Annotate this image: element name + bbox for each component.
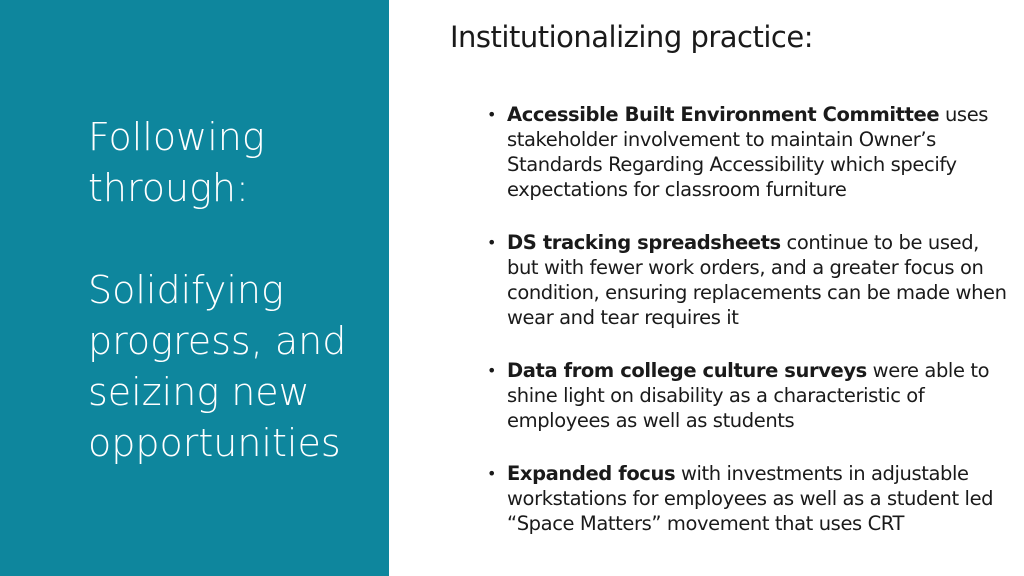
bullet-item [487,461,1012,536]
bullet-list [487,102,1012,536]
sidebar-subtitle-line: opportunities [88,421,341,465]
bullet-dot-icon: • [487,105,497,124]
bullet-bold-text: DS tracking spreadsheets [507,231,781,254]
bullet-text: with investments in adjustable workstations for employees as well as a student led “Space Matters” movement that uses CRT [507,462,994,535]
bullet-bold-text: Expanded focus [507,462,676,485]
sidebar-title [88,112,378,469]
bullet-dot-icon: • [487,233,497,252]
bullet-dot-icon: • [487,361,497,380]
page-heading: Institutionalizing practice: [450,20,813,54]
bullet-bold-text: Data from college culture surveys [507,359,867,382]
bullet-text: uses stakeholder involvement to maintain Owner’s Standards Regarding Accessibility which specify expectations for classroom furniture [507,103,989,201]
sidebar-title-line: through: [88,166,249,210]
bullet-item [487,230,1012,330]
sidebar-spacer [88,214,378,265]
sidebar-subtitle-line: Solidifying [88,268,284,312]
bullet-item [487,358,1012,433]
bullet-dot-icon: • [487,464,497,483]
bullet-bold-text: Accessible Built Environment Committee [507,103,940,126]
sidebar-title-line: Following [88,115,265,159]
sidebar-subtitle-line: progress, and [88,319,347,363]
sidebar-subtitle-line: seizing new [88,370,310,414]
bullet-item [487,102,1012,202]
sidebar-panel [0,0,389,576]
bullet-text: continue to be used, but with fewer work orders, and a greater focus on condition, ensuring replacements can be made when wear and tear requires it [507,231,1007,329]
bullet-text: were able to shine light on disability as a characteristic of employees as well as students [507,359,990,432]
